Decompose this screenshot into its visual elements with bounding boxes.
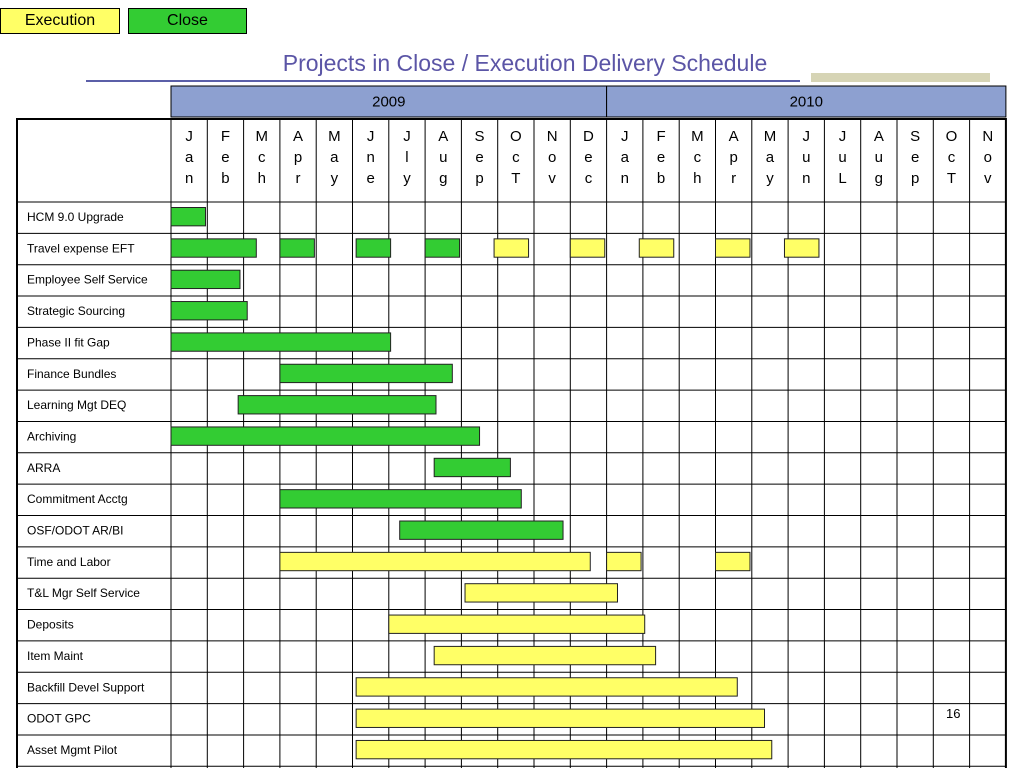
month-tick-label: u: [439, 149, 448, 166]
month-tick-label: c: [258, 149, 266, 166]
month-tick-label: O: [945, 128, 958, 145]
task-bar-execution: [389, 615, 645, 633]
month-tick-label: n: [366, 149, 375, 166]
legend-close: Close: [128, 8, 247, 34]
month-tick-label: g: [439, 170, 448, 187]
task-bar-close: [171, 239, 256, 257]
month-tick-label: r: [731, 170, 737, 187]
month-tick-label: O: [510, 128, 522, 145]
page-number: 16: [946, 706, 961, 721]
month-tick-label: h: [257, 170, 266, 187]
month-tick-label: p: [910, 170, 920, 187]
month-tick-label: o: [983, 149, 992, 166]
task-bar-close: [171, 427, 480, 445]
month-tick-label: a: [184, 149, 194, 166]
task-bar-close: [356, 239, 390, 257]
month-tick-label: A: [293, 128, 304, 145]
task-bar-close: [280, 364, 452, 382]
task-label: ODOT GPC: [27, 711, 91, 726]
month-tick-label: v: [984, 170, 992, 187]
task-bar-execution: [607, 552, 641, 570]
task-bar-close: [171, 270, 240, 288]
month-tick-label: e: [221, 149, 230, 166]
table-frame: [17, 119, 1006, 768]
month-tick-label: T: [946, 170, 957, 187]
month-tick-label: a: [330, 149, 339, 166]
task-bar-close: [280, 239, 314, 257]
month-tick-label: J: [403, 128, 411, 145]
month-tick-label: p: [293, 149, 303, 166]
task-bar-execution: [716, 552, 750, 570]
month-tick-label: e: [910, 149, 920, 166]
task-bar-execution: [356, 740, 772, 758]
month-tick-label: J: [185, 128, 193, 145]
month-tick-label: u: [802, 149, 811, 166]
month-tick-label: J: [621, 128, 629, 145]
task-label: OSF/ODOT AR/BI: [27, 523, 124, 538]
month-tick-label: J: [802, 128, 810, 145]
month-tick-label: F: [220, 128, 231, 145]
task-bar-close: [400, 521, 563, 539]
month-tick-label: M: [691, 128, 704, 145]
month-tick-label: c: [947, 149, 956, 166]
month-tick-label: M: [328, 128, 341, 145]
task-bar-execution: [784, 239, 818, 257]
task-label: Travel expense EFT: [27, 241, 135, 256]
task-label: Time and Labor: [27, 554, 111, 569]
month-tick-label: p: [729, 149, 738, 166]
month-tick-label: u: [838, 149, 847, 166]
task-label: Phase II fit Gap: [27, 335, 110, 350]
month-tick-label: S: [474, 128, 485, 145]
month-tick-label: N: [982, 128, 994, 145]
task-bar-close: [238, 396, 436, 414]
task-label: Backfill Devel Support: [27, 680, 145, 695]
task-bar-execution: [570, 239, 604, 257]
legend-execution: Execution: [0, 8, 120, 34]
task-label: Commitment Acctg: [27, 492, 128, 507]
month-tick-label: y: [766, 170, 774, 187]
task-label: Strategic Sourcing: [27, 304, 126, 319]
month-tick-label: b: [221, 170, 230, 187]
month-tick-label: F: [656, 128, 666, 145]
month-tick-label: J: [366, 128, 375, 145]
task-label: T&L Mgr Self Service: [27, 586, 140, 601]
task-label: Employee Self Service: [27, 272, 148, 287]
task-bar-execution: [280, 552, 590, 570]
task-bar-close: [434, 458, 510, 476]
task-label: Learning Mgt DEQ: [27, 398, 127, 413]
month-tick-label: y: [330, 170, 339, 187]
month-tick-label: e: [584, 149, 593, 166]
month-tick-label: A: [728, 128, 739, 145]
month-tick-label: p: [475, 170, 484, 187]
month-tick-label: L: [838, 170, 847, 187]
task-label: Archiving: [27, 429, 77, 444]
task-label: HCM 9.0 Upgrade: [27, 210, 124, 224]
month-tick-label: b: [656, 170, 666, 187]
month-tick-label: u: [874, 149, 884, 166]
task-bar-execution: [494, 239, 528, 257]
task-bar-execution: [716, 239, 750, 257]
task-label: ARRA: [27, 460, 61, 475]
month-tick-label: g: [874, 170, 884, 187]
month-tick-label: J: [838, 128, 847, 145]
month-tick-label: c: [512, 149, 520, 166]
month-tick-label: h: [693, 170, 702, 187]
month-tick-label: A: [438, 128, 449, 145]
task-bar-close: [171, 208, 205, 226]
task-bar-execution: [465, 584, 617, 602]
task-bar-close: [280, 490, 521, 508]
page-title: Projects in Close / Execution Delivery Schedule: [282, 50, 768, 76]
month-tick-label: y: [403, 170, 411, 187]
month-tick-label: c: [584, 170, 593, 187]
task-label: Deposits: [27, 617, 74, 632]
month-tick-label: n: [184, 170, 194, 187]
month-tick-label: r: [295, 170, 301, 187]
month-tick-label: c: [693, 149, 702, 166]
year-label-2009: 2009: [372, 93, 406, 111]
task-label: Item Maint: [27, 648, 84, 663]
month-tick-label: n: [802, 170, 811, 187]
task-bar-close: [171, 302, 247, 320]
month-tick-label: o: [547, 149, 557, 166]
month-tick-label: S: [910, 128, 921, 145]
task-label: Finance Bundles: [27, 366, 117, 381]
task-bar-close: [425, 239, 459, 257]
month-tick-label: v: [548, 170, 556, 187]
task-bar-execution: [356, 709, 764, 727]
task-bar-execution: [639, 239, 673, 257]
month-tick-label: l: [405, 149, 409, 166]
month-tick-label: A: [873, 128, 884, 145]
task-bar-execution: [434, 646, 655, 664]
month-tick-label: e: [366, 170, 375, 187]
month-tick-label: e: [475, 149, 484, 166]
month-tick-label: M: [763, 128, 777, 145]
year-label-2010: 2010: [789, 93, 823, 111]
month-tick-label: N: [546, 128, 558, 145]
month-tick-label: M: [255, 128, 268, 145]
month-tick-label: D: [583, 128, 594, 145]
task-label: Asset Mgmt Pilot: [27, 742, 118, 757]
month-tick-label: a: [765, 149, 775, 166]
month-tick-label: T: [511, 170, 521, 187]
month-tick-label: a: [620, 149, 629, 166]
month-tick-label: n: [620, 170, 629, 187]
month-tick-label: e: [656, 149, 666, 166]
task-bar-execution: [356, 678, 737, 696]
task-bar-close: [171, 333, 391, 351]
